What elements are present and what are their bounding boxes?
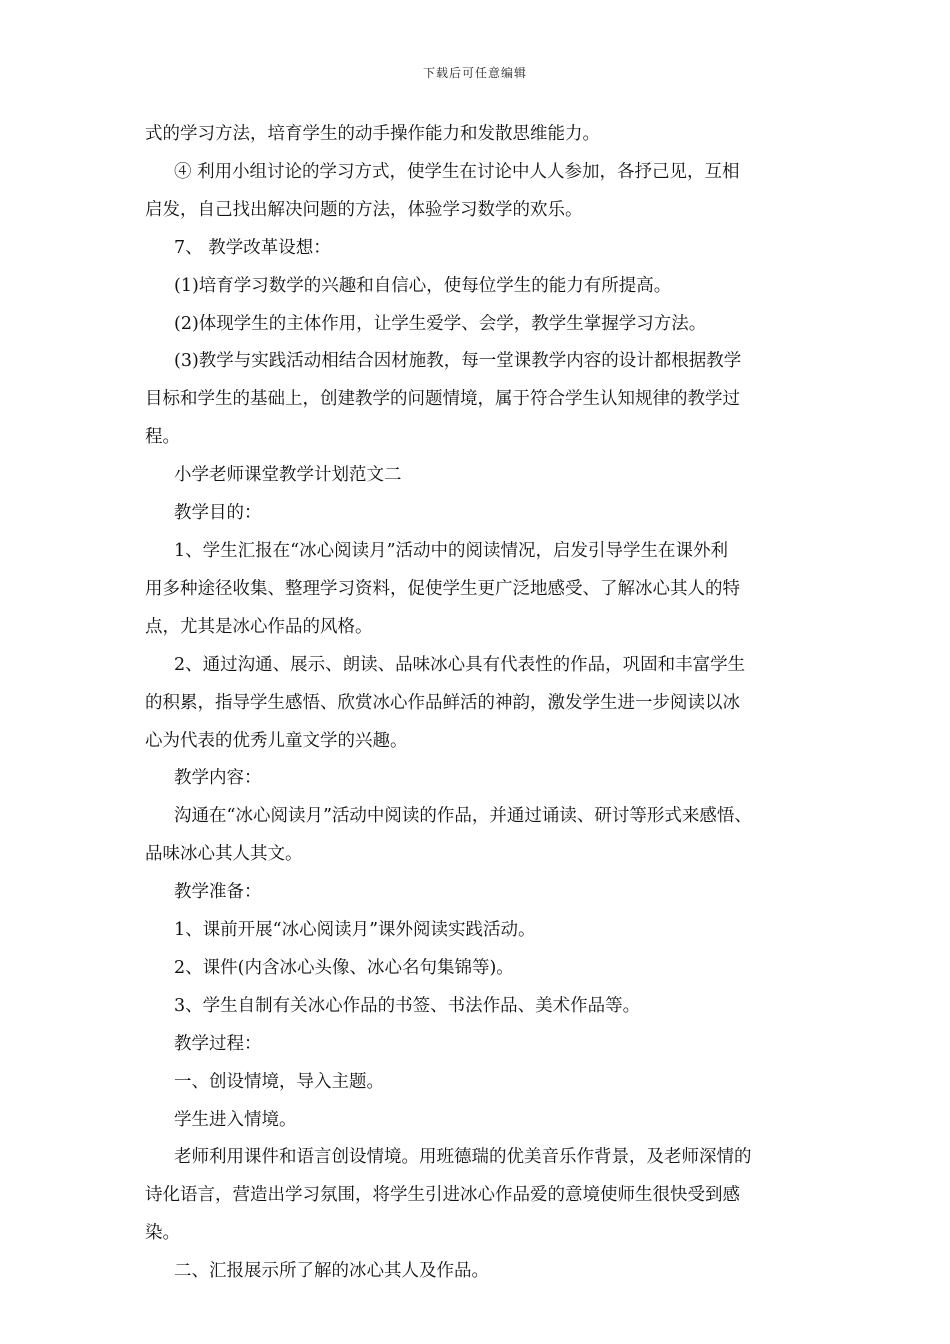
- text-line: 的积累，指导学生感悟、欣赏冰心作品鲜活的神韵，激发学生进一步阅读以冰: [145, 692, 740, 713]
- text-line: ④ 利用小组讨论的学习方式，使学生在讨论中人人参加，各抒己见，互相: [174, 161, 740, 182]
- text-line: 1、学生汇报在“冰心阅读月”活动中的阅读情况，启发引导学生在课外利: [174, 540, 729, 561]
- text-line: 诗化语言，营造出学习氛围，将学生引进冰心作品爱的意境使师生很快受到感: [145, 1185, 740, 1206]
- text-line: 用多种途径收集、整理学习资料，促使学生更广泛地感受、了解冰心其人的特: [145, 578, 740, 599]
- text-line: 7、 教学改革设想：: [174, 237, 331, 258]
- text-line: (2)体现学生的主体作用，让学生爱学、会学，教学生掌握学习方法。: [174, 313, 707, 334]
- text-line: 启发，自己找出解决问题的方法，体验学习数学的欢乐。: [145, 199, 583, 220]
- text-line: (3)教学与实践活动相结合因材施教，每一堂课教学内容的设计都根据教学: [174, 351, 742, 372]
- text-line: (1)培育学习数学的兴趣和自信心，使每位学生的能力有所提高。: [174, 275, 672, 296]
- page-header: 下载后可任意编辑: [422, 66, 527, 80]
- text-line: 2、通过沟通、展示、朗读、品味冰心具有代表性的作品，巩固和丰富学生: [174, 654, 746, 675]
- text-line: 沟通在“冰心阅读月”活动中阅读的作品，并通过诵读、研讨等形式来感悟、: [174, 806, 752, 827]
- text-line: 程。: [145, 427, 180, 448]
- text-line: 教学过程：: [174, 1033, 262, 1054]
- text-line: 式的学习方法，培育学生的动手操作能力和发散思维能力。: [145, 124, 600, 144]
- text-line: 1、课前开展“冰心阅读月”课外阅读实践活动。: [174, 920, 536, 941]
- text-line: 教学准备：: [174, 882, 262, 903]
- text-line: 2、课件(内含冰心头像、冰心名句集锦等)。: [174, 957, 514, 978]
- text-line: 学生进入情境。: [174, 1109, 297, 1130]
- text-line: 目标和学生的基础上，创建教学的问题情境，属于符合学生认知规律的教学过: [145, 389, 740, 410]
- text-line: 教学目的：: [174, 503, 262, 524]
- text-line: 心为代表的优秀儿童文学的兴趣。: [145, 730, 408, 751]
- text-line: 点，尤其是冰心作品的风格。: [145, 616, 373, 637]
- text-line: 教学内容：: [174, 768, 262, 789]
- text-line: 二、汇报展示所了解的冰心其人及作品。: [174, 1261, 489, 1282]
- text-line: 老师利用课件和语言创设情境。用班德瑞的优美音乐作背景，及老师深情的: [174, 1147, 752, 1168]
- text-line: 品味冰心其人其文。: [145, 844, 303, 865]
- text-line: 染。: [145, 1223, 180, 1244]
- text-line: 小学老师课堂教学计划范文二: [174, 465, 402, 486]
- text-line: 一、创设情境，导入主题。: [174, 1071, 384, 1092]
- document-body: [145, 116, 825, 1291]
- text-line: 3、学生自制有关冰心作品的书签、书法作品、美术作品等。: [174, 995, 641, 1016]
